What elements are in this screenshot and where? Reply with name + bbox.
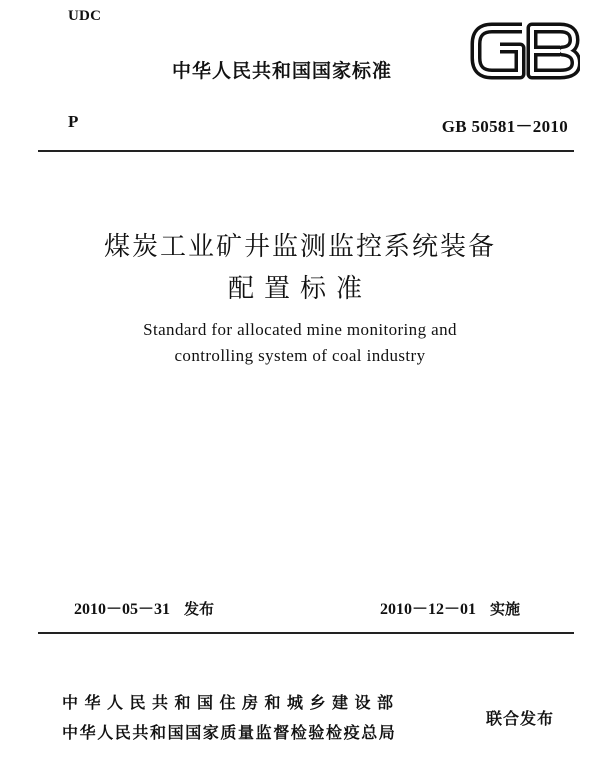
standard-number: GB 50581－2010: [441, 117, 568, 136]
joint-issue-label: 联合发布: [486, 709, 555, 728]
title-chinese-line2: 配置标准: [227, 274, 372, 304]
implement-date-block: [380, 596, 520, 619]
classification-code: P: [68, 112, 79, 131]
publisher-line2: 中华人民共和国国家质量监督检验检疫总局: [62, 723, 397, 742]
issue-date: 2010－05－31: [74, 601, 171, 618]
footer-divider: [38, 632, 574, 634]
issue-label: 发布: [184, 600, 215, 618]
implement-date: 2010－12－01: [380, 601, 477, 618]
title-chinese-line1: 煤炭工业矿井监测监控系统装备: [103, 232, 496, 262]
gb-logo: [470, 14, 580, 88]
publisher-line1: 中华人民共和国住房和城乡建设部: [62, 693, 400, 712]
title-english-line1: Standard for allocated mine monitoring and: [143, 320, 457, 339]
udc-label: UDC: [68, 8, 102, 24]
issue-date-block: [74, 596, 214, 619]
implement-label: 实施: [490, 600, 521, 618]
standard-type: 中华人民共和国国家标准: [172, 60, 393, 82]
title-english-line2: controlling system of coal industry: [174, 346, 426, 365]
header-divider: [38, 150, 574, 152]
